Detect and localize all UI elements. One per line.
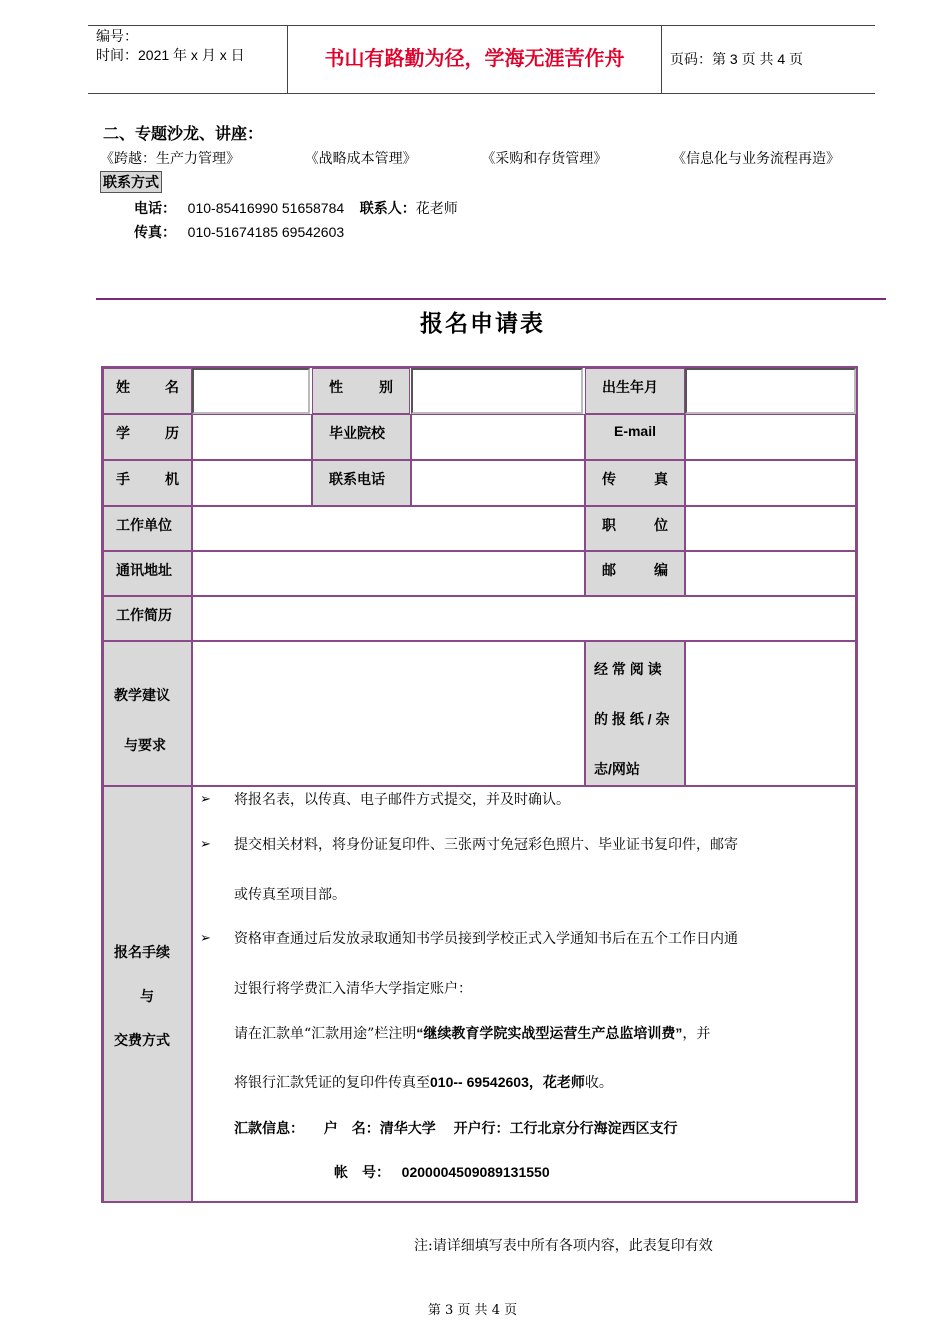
form-note: 注:请详细填写表中所有各项内容，此表复印有效 bbox=[414, 1238, 713, 1254]
reading-line: 经 常 阅 读 bbox=[594, 661, 662, 677]
form-title: 报名申请表 bbox=[420, 310, 545, 337]
account-number-line bbox=[334, 1162, 550, 1182]
education-label bbox=[103, 414, 192, 460]
tel-input[interactable] bbox=[411, 460, 585, 506]
mobile-input[interactable] bbox=[192, 460, 312, 506]
procedure-line: 报名手续 bbox=[114, 944, 170, 960]
fax-value: 010-51674185 69542603 bbox=[187, 224, 345, 240]
course-item: 《信息化与业务流程再造》 bbox=[671, 151, 840, 167]
page-footer: 第 3 页 共 4 页 bbox=[427, 1303, 518, 1318]
postcode-label bbox=[585, 551, 685, 596]
phone-label: 电话： bbox=[134, 200, 176, 216]
name-label bbox=[103, 368, 192, 414]
bullet-continuation: 或传真至项目部。 bbox=[234, 887, 346, 903]
reading-input[interactable] bbox=[685, 641, 856, 786]
bank-branch-label: 开户行： bbox=[453, 1120, 510, 1136]
reading-label bbox=[585, 641, 685, 786]
position-input[interactable] bbox=[685, 506, 856, 551]
label-char: 历 bbox=[165, 425, 179, 441]
school-input[interactable] bbox=[411, 414, 585, 460]
remit-text: 将银行汇款凭证的复印件传真至 bbox=[234, 1075, 430, 1091]
gender-input[interactable] bbox=[411, 368, 583, 414]
remit-purpose: “继续教育学院实战型运营生产总监培训费” bbox=[416, 1025, 683, 1041]
reading-line: 的 报 纸 / 杂 bbox=[594, 711, 670, 727]
email-label: E-mail bbox=[585, 414, 685, 460]
bullet-icon: ➢ bbox=[200, 931, 211, 946]
fax-field-label bbox=[585, 460, 685, 506]
address-input[interactable] bbox=[192, 551, 585, 596]
header-meta bbox=[88, 26, 287, 93]
resume-label: 工作简历 bbox=[103, 596, 192, 641]
procedure-label bbox=[103, 786, 192, 1202]
bullet-text: 将报名表，以传真、电子邮件方式提交，并及时确认。 bbox=[234, 792, 570, 808]
header-page-info: 页码：第 3 页 共 4 页 bbox=[670, 51, 804, 67]
time-label: 时间：2021 年 x 月 x 日 bbox=[96, 47, 245, 63]
divider bbox=[96, 298, 886, 300]
procedure-line: 与 bbox=[140, 988, 154, 1004]
label-char: 名 bbox=[165, 379, 179, 395]
phone-value: 010-85416990 51658784 bbox=[187, 200, 345, 216]
bullet-icon: ➢ bbox=[200, 837, 211, 852]
label-char: 邮 bbox=[602, 562, 616, 578]
reading-line: 志/网站 bbox=[594, 761, 640, 777]
company-label: 工作单位 bbox=[103, 506, 192, 551]
account-no: 0200004509089131550 bbox=[401, 1164, 550, 1180]
contact-person-value: 花老师 bbox=[415, 200, 458, 216]
remit-text: 收。 bbox=[584, 1075, 613, 1091]
name-input[interactable] bbox=[192, 368, 310, 414]
label-char: 姓 bbox=[116, 379, 130, 395]
email-input[interactable] bbox=[685, 414, 856, 460]
fax-line bbox=[134, 222, 344, 242]
label-char: 真 bbox=[654, 471, 668, 487]
bullet-text: 提交相关材料，将身份证复印件、三张两寸免冠彩色照片、毕业证书复印件，邮寄 bbox=[234, 837, 738, 853]
remit-text: ，并 bbox=[682, 1026, 711, 1042]
tel-label: 联系电话 bbox=[312, 460, 411, 506]
label-char: 传 bbox=[602, 471, 616, 487]
remit-fax-instruction bbox=[234, 1072, 854, 1093]
contact-label: 联系方式 bbox=[100, 171, 162, 193]
remit-text: 请在汇款单“汇款用途”栏注明 bbox=[234, 1026, 417, 1042]
suggestion-label bbox=[103, 641, 192, 786]
company-input[interactable] bbox=[192, 506, 585, 551]
remit-fax-number: 010-- 69542603，花老师 bbox=[430, 1074, 585, 1090]
account-no-label: 帐 号： bbox=[334, 1164, 390, 1180]
school-label: 毕业院校 bbox=[312, 414, 411, 460]
postcode-input[interactable] bbox=[685, 551, 856, 596]
course-item: 《战略成本管理》 bbox=[304, 151, 417, 167]
course-list bbox=[100, 148, 840, 168]
course-item: 《采购和存货管理》 bbox=[481, 151, 608, 167]
suggestion-input[interactable] bbox=[192, 641, 585, 786]
bullet-text: 资格审查通过后发放录取通知书学员接到学校正式入学通知书后在五个工作日内通 bbox=[234, 931, 738, 947]
remit-instruction bbox=[234, 1023, 854, 1044]
course-item: 《跨越：生产力管理》 bbox=[100, 151, 240, 167]
label-char: 机 bbox=[165, 471, 179, 487]
position-label bbox=[585, 506, 685, 551]
suggestion-line: 与要求 bbox=[124, 737, 166, 753]
bullet-icon: ➢ bbox=[200, 792, 211, 807]
education-input[interactable] bbox=[192, 414, 312, 460]
section-title: 二、专题沙龙、讲座： bbox=[103, 126, 264, 143]
label-char: 编 bbox=[654, 562, 668, 578]
fax-input[interactable] bbox=[685, 460, 856, 506]
bullet-continuation: 过银行将学费汇入清华大学指定账户： bbox=[234, 981, 472, 997]
serial-label: 编号： bbox=[96, 28, 138, 44]
account-name: 清华大学 bbox=[379, 1120, 436, 1136]
bank-info bbox=[234, 1118, 854, 1138]
suggestion-line: 教学建议 bbox=[114, 687, 170, 703]
account-name-label: 户 名： bbox=[323, 1120, 380, 1136]
address-label: 通讯地址 bbox=[103, 551, 192, 596]
label-char: 职 bbox=[602, 517, 616, 533]
resume-input[interactable] bbox=[192, 596, 856, 641]
bank-label: 汇款信息： bbox=[234, 1120, 304, 1136]
bank-branch: 工行北京分行海淀西区支行 bbox=[509, 1120, 678, 1136]
fax-label: 传真： bbox=[134, 224, 176, 240]
procedure-line: 交费方式 bbox=[114, 1032, 170, 1048]
birth-label: 出生年月 bbox=[585, 368, 685, 414]
label-char: 别 bbox=[379, 379, 393, 395]
gender-label bbox=[312, 368, 410, 414]
phone-line bbox=[134, 198, 458, 218]
label-char: 学 bbox=[116, 425, 130, 441]
label-char: 手 bbox=[116, 471, 130, 487]
header-motto: 书山有路勤为径，学海无涯苦作舟 bbox=[287, 26, 662, 93]
birth-input[interactable] bbox=[685, 368, 856, 414]
mobile-label bbox=[103, 460, 192, 506]
label-char: 性 bbox=[329, 379, 343, 395]
page-header bbox=[88, 25, 875, 94]
contact-person-label: 联系人： bbox=[359, 200, 416, 216]
label-char: 位 bbox=[654, 517, 668, 533]
